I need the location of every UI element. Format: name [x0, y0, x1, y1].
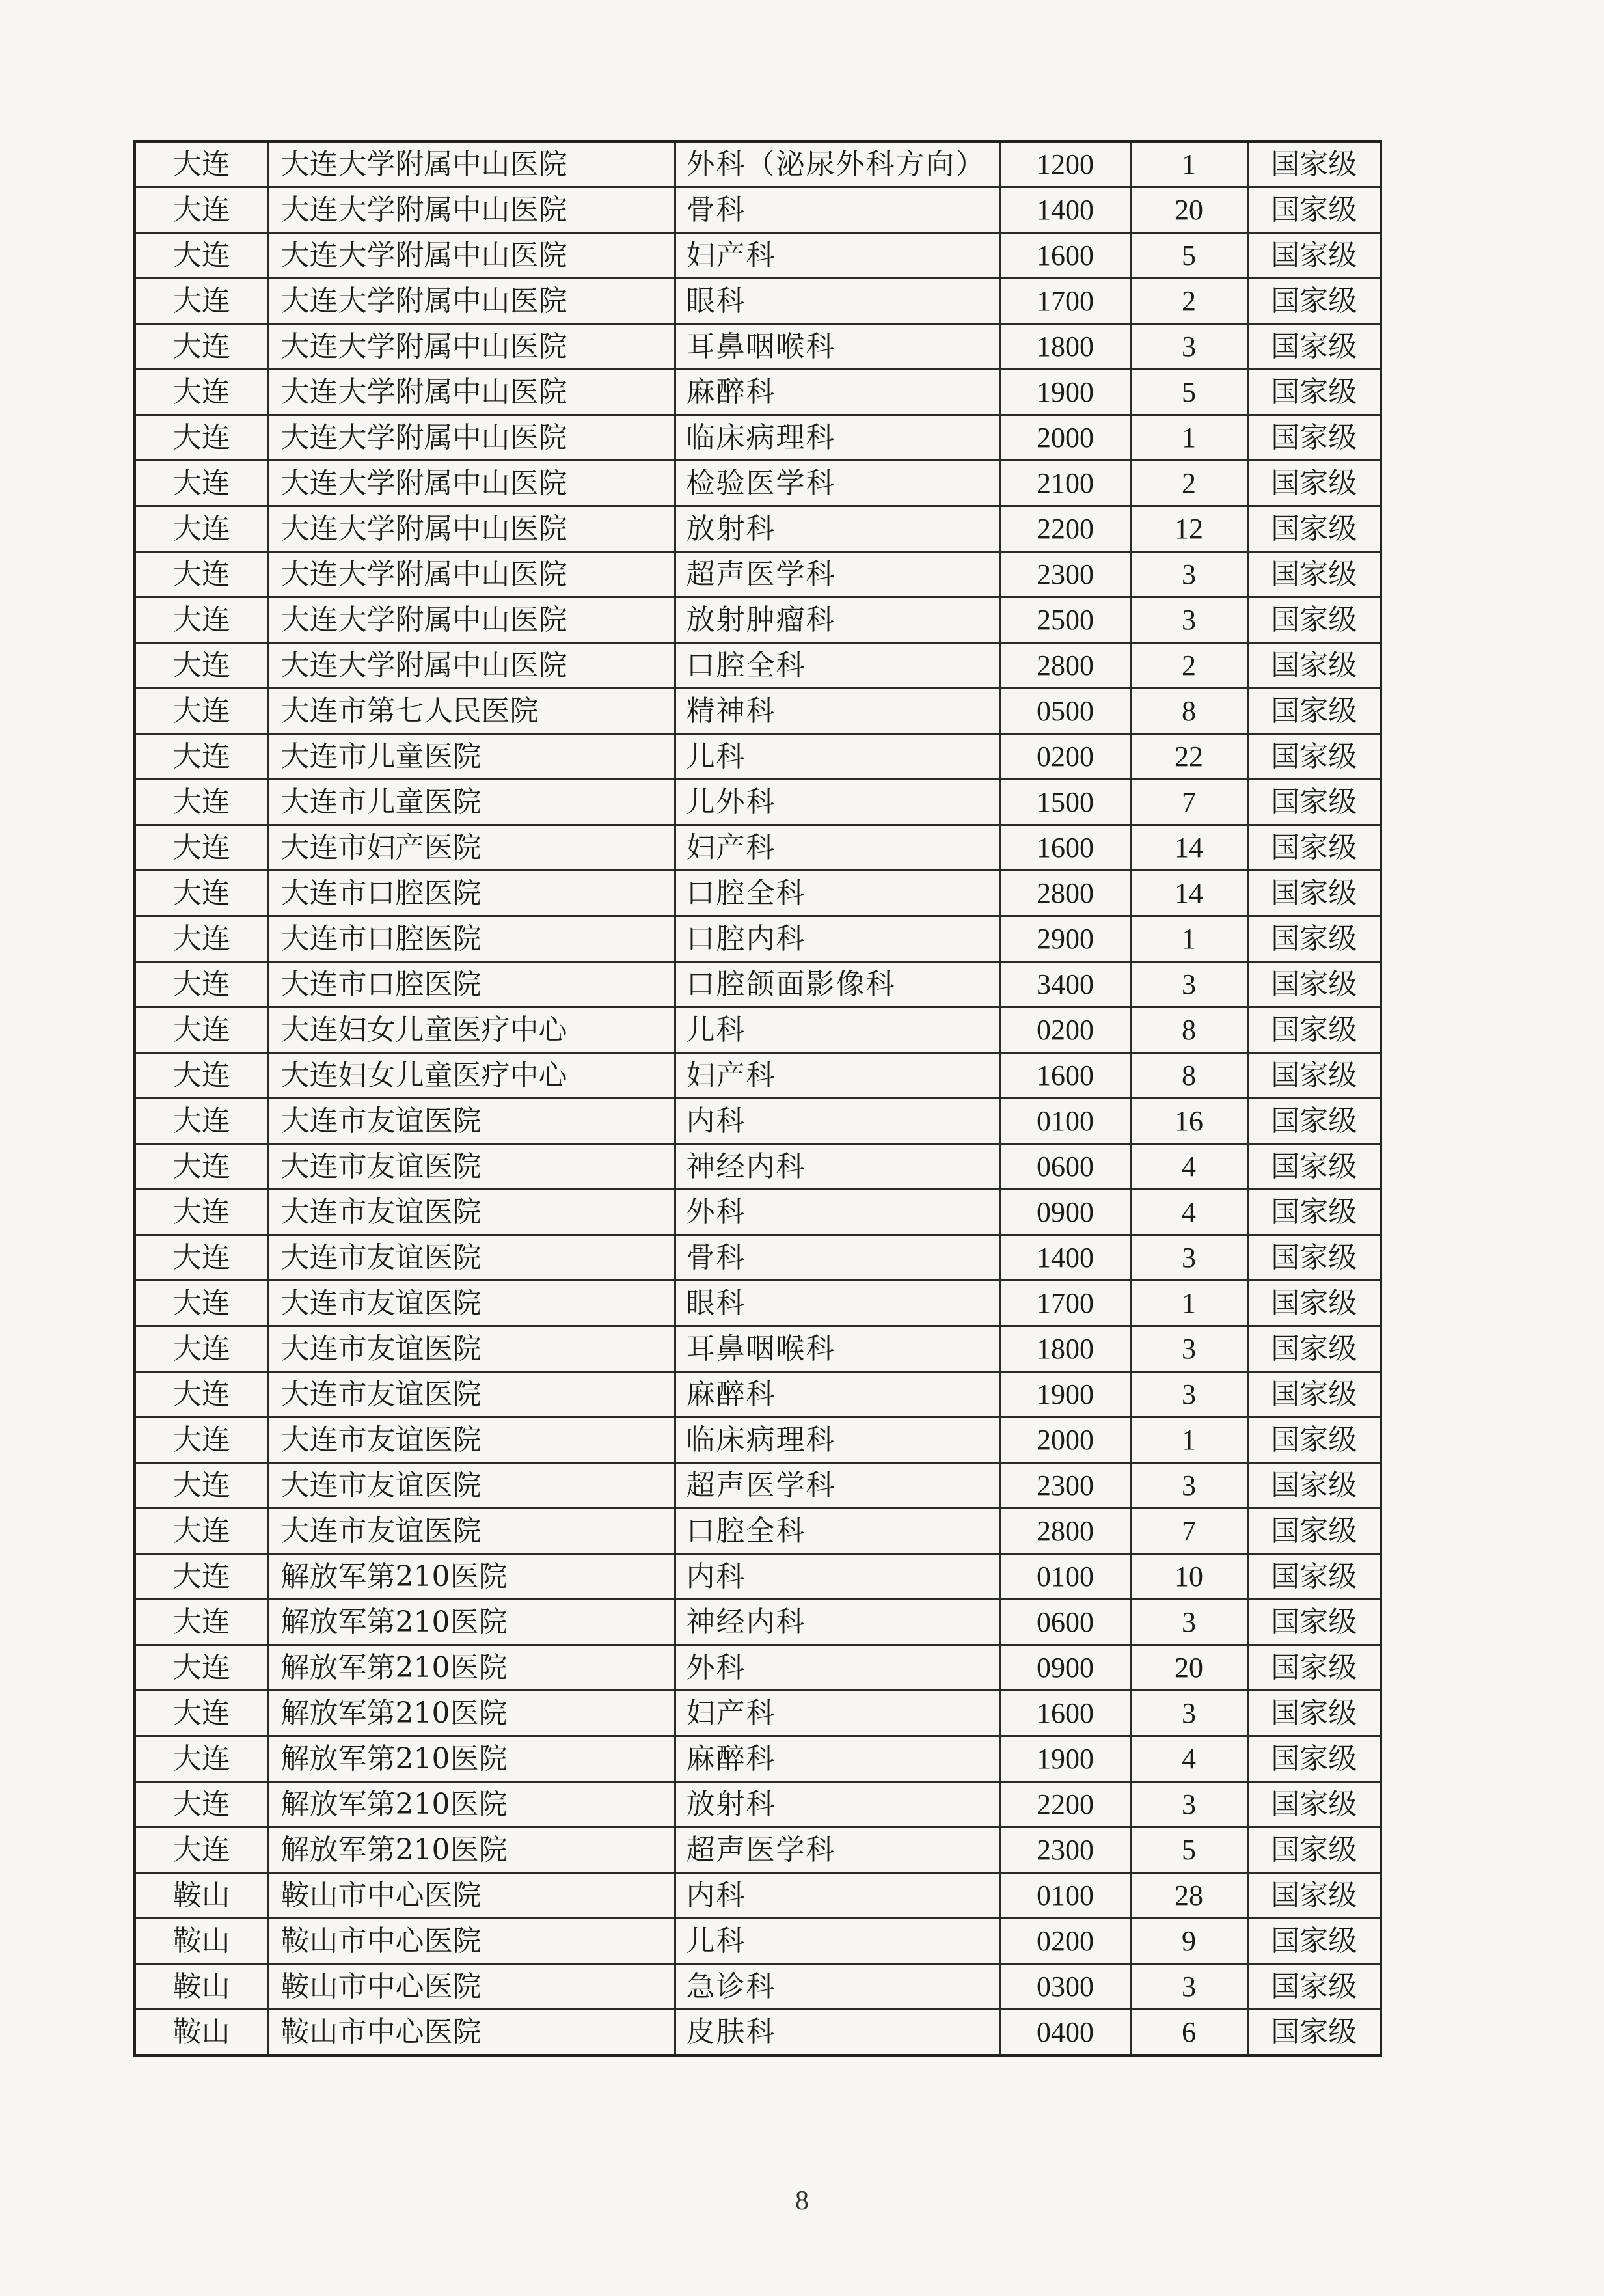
level-cell: 国家级: [1247, 552, 1381, 597]
department-cell: 口腔全科: [675, 643, 1000, 689]
hospital-cell: 鞍山市中心医院: [268, 1873, 675, 1919]
department-cell: 神经内科: [675, 1600, 1000, 1645]
quota-cell: 1: [1130, 1417, 1247, 1463]
table-row: [135, 916, 1381, 962]
level-cell: 国家级: [1247, 1919, 1381, 1964]
table-row: [135, 141, 1381, 187]
quota-cell: 2: [1130, 461, 1247, 506]
table-row: [135, 871, 1381, 916]
city-cell: 大连: [135, 1281, 268, 1326]
city-cell: 大连: [135, 1099, 268, 1144]
code-cell: 2200: [1000, 506, 1130, 552]
table-row: [135, 1372, 1381, 1417]
level-cell: 国家级: [1247, 506, 1381, 552]
department-cell: 麻醉科: [675, 370, 1000, 415]
level-cell: 国家级: [1247, 233, 1381, 279]
level-cell: 国家级: [1247, 141, 1381, 187]
quota-cell: 12: [1130, 506, 1247, 552]
level-cell: 国家级: [1247, 643, 1381, 689]
level-cell: 国家级: [1247, 1782, 1381, 1827]
code-cell: 2000: [1000, 415, 1130, 461]
department-cell: 儿科: [675, 734, 1000, 780]
hospital-cell: 大连市第七人民医院: [268, 689, 675, 734]
quota-cell: 16: [1130, 1099, 1247, 1144]
hospital-cell: 大连大学附属中山医院: [268, 643, 675, 689]
table-row: [135, 1782, 1381, 1827]
table-row: [135, 1144, 1381, 1190]
quota-cell: 3: [1130, 1600, 1247, 1645]
code-cell: 1600: [1000, 1691, 1130, 1736]
quota-cell: 5: [1130, 370, 1247, 415]
hospital-cell: 大连市友谊医院: [268, 1463, 675, 1509]
code-cell: 1200: [1000, 141, 1130, 187]
level-cell: 国家级: [1247, 279, 1381, 324]
level-cell: 国家级: [1247, 780, 1381, 825]
table-body: [135, 141, 1381, 2055]
department-cell: 放射肿瘤科: [675, 597, 1000, 643]
level-cell: 国家级: [1247, 1099, 1381, 1144]
code-cell: 2800: [1000, 1509, 1130, 1554]
level-cell: 国家级: [1247, 1007, 1381, 1053]
hospital-cell: 解放军第210医院: [268, 1782, 675, 1827]
quota-cell: 2: [1130, 279, 1247, 324]
level-cell: 国家级: [1247, 1873, 1381, 1919]
table-row: [135, 643, 1381, 689]
level-cell: 国家级: [1247, 916, 1381, 962]
hospital-cell: 大连大学附属中山医院: [268, 415, 675, 461]
quota-cell: 8: [1130, 1007, 1247, 1053]
code-cell: 0300: [1000, 1964, 1130, 2010]
table-row: [135, 1827, 1381, 1873]
department-cell: 麻醉科: [675, 1372, 1000, 1417]
table-row: [135, 1964, 1381, 2010]
department-cell: 骨科: [675, 1235, 1000, 1281]
table-row: [135, 1235, 1381, 1281]
department-cell: 口腔全科: [675, 1509, 1000, 1554]
code-cell: 2500: [1000, 597, 1130, 643]
table-row: [135, 597, 1381, 643]
hospital-cell: 大连市友谊医院: [268, 1235, 675, 1281]
table-row: [135, 1326, 1381, 1372]
department-cell: 儿外科: [675, 780, 1000, 825]
level-cell: 国家级: [1247, 1509, 1381, 1554]
city-cell: 大连: [135, 780, 268, 825]
hospital-cell: 大连市友谊医院: [268, 1417, 675, 1463]
department-cell: 妇产科: [675, 233, 1000, 279]
quota-cell: 3: [1130, 962, 1247, 1007]
quota-cell: 14: [1130, 825, 1247, 871]
level-cell: 国家级: [1247, 461, 1381, 506]
table-row: [135, 324, 1381, 370]
level-cell: 国家级: [1247, 734, 1381, 780]
code-cell: 0100: [1000, 1099, 1130, 1144]
code-cell: 2000: [1000, 1417, 1130, 1463]
city-cell: 大连: [135, 1007, 268, 1053]
code-cell: 0100: [1000, 1873, 1130, 1919]
code-cell: 1900: [1000, 370, 1130, 415]
code-cell: 1700: [1000, 279, 1130, 324]
level-cell: 国家级: [1247, 1372, 1381, 1417]
hospital-cell: 大连大学附属中山医院: [268, 461, 675, 506]
quota-cell: 3: [1130, 324, 1247, 370]
city-cell: 大连: [135, 1235, 268, 1281]
department-cell: 耳鼻咽喉科: [675, 1326, 1000, 1372]
city-cell: 大连: [135, 461, 268, 506]
level-cell: 国家级: [1247, 1600, 1381, 1645]
hospital-cell: 大连妇女儿童医疗中心: [268, 1053, 675, 1099]
city-cell: 鞍山: [135, 2010, 268, 2056]
hospital-cell: 解放军第210医院: [268, 1736, 675, 1782]
department-cell: 内科: [675, 1873, 1000, 1919]
department-cell: 妇产科: [675, 825, 1000, 871]
city-cell: 大连: [135, 415, 268, 461]
table-row: [135, 233, 1381, 279]
quota-cell: 22: [1130, 734, 1247, 780]
table-row: [135, 1645, 1381, 1691]
city-cell: 大连: [135, 1144, 268, 1190]
department-cell: 儿科: [675, 1007, 1000, 1053]
table-row: [135, 279, 1381, 324]
hospital-cell: 大连市儿童医院: [268, 780, 675, 825]
department-cell: 麻醉科: [675, 1736, 1000, 1782]
code-cell: 0100: [1000, 1554, 1130, 1600]
department-cell: 口腔颌面影像科: [675, 962, 1000, 1007]
city-cell: 大连: [135, 1645, 268, 1691]
level-cell: 国家级: [1247, 597, 1381, 643]
code-cell: 2900: [1000, 916, 1130, 962]
quota-cell: 5: [1130, 1827, 1247, 1873]
table-row: [135, 1554, 1381, 1600]
quota-cell: 14: [1130, 871, 1247, 916]
table-row: [135, 1417, 1381, 1463]
city-cell: 大连: [135, 1190, 268, 1235]
code-cell: 0600: [1000, 1144, 1130, 1190]
level-cell: 国家级: [1247, 962, 1381, 1007]
hospital-cell: 大连市友谊医院: [268, 1144, 675, 1190]
code-cell: 1600: [1000, 1053, 1130, 1099]
code-cell: 0600: [1000, 1600, 1130, 1645]
city-cell: 大连: [135, 825, 268, 871]
department-cell: 眼科: [675, 1281, 1000, 1326]
code-cell: 0900: [1000, 1190, 1130, 1235]
department-cell: 外科（泌尿外科方向）: [675, 141, 1000, 187]
city-cell: 大连: [135, 689, 268, 734]
quota-cell: 20: [1130, 1645, 1247, 1691]
city-cell: 大连: [135, 643, 268, 689]
table-row: [135, 1281, 1381, 1326]
city-cell: 大连: [135, 962, 268, 1007]
level-cell: 国家级: [1247, 1645, 1381, 1691]
table-row: [135, 734, 1381, 780]
hospital-cell: 大连大学附属中山医院: [268, 324, 675, 370]
level-cell: 国家级: [1247, 689, 1381, 734]
code-cell: 0200: [1000, 1007, 1130, 1053]
city-cell: 大连: [135, 1372, 268, 1417]
quota-cell: 3: [1130, 1691, 1247, 1736]
city-cell: 鞍山: [135, 1873, 268, 1919]
hospital-cell: 大连市儿童医院: [268, 734, 675, 780]
hospital-cell: 鞍山市中心医院: [268, 1964, 675, 2010]
level-cell: 国家级: [1247, 1691, 1381, 1736]
table-row: [135, 825, 1381, 871]
table-row: [135, 1099, 1381, 1144]
table-row: [135, 689, 1381, 734]
table-row: [135, 1463, 1381, 1509]
city-cell: 大连: [135, 1509, 268, 1554]
hospital-cell: 大连市口腔医院: [268, 962, 675, 1007]
hospital-cell: 解放军第210医院: [268, 1691, 675, 1736]
level-cell: 国家级: [1247, 1235, 1381, 1281]
department-cell: 妇产科: [675, 1053, 1000, 1099]
quota-cell: 4: [1130, 1736, 1247, 1782]
level-cell: 国家级: [1247, 370, 1381, 415]
code-cell: 2100: [1000, 461, 1130, 506]
table-row: [135, 780, 1381, 825]
city-cell: 鞍山: [135, 1964, 268, 2010]
table-row: [135, 370, 1381, 415]
department-cell: 超声医学科: [675, 1463, 1000, 1509]
city-cell: 大连: [135, 1326, 268, 1372]
department-cell: 口腔内科: [675, 916, 1000, 962]
department-cell: 临床病理科: [675, 1417, 1000, 1463]
quota-cell: 8: [1130, 689, 1247, 734]
code-cell: 0500: [1000, 689, 1130, 734]
quota-cell: 4: [1130, 1144, 1247, 1190]
quota-cell: 1: [1130, 916, 1247, 962]
hospital-cell: 解放军第210医院: [268, 1554, 675, 1600]
department-cell: 内科: [675, 1554, 1000, 1600]
code-cell: 1500: [1000, 780, 1130, 825]
department-cell: 放射科: [675, 506, 1000, 552]
hospital-cell: 大连大学附属中山医院: [268, 552, 675, 597]
hospital-cell: 鞍山市中心医院: [268, 2010, 675, 2056]
level-cell: 国家级: [1247, 415, 1381, 461]
hospital-cell: 大连市友谊医院: [268, 1372, 675, 1417]
department-cell: 口腔全科: [675, 871, 1000, 916]
hospital-cell: 大连市友谊医院: [268, 1509, 675, 1554]
department-cell: 神经内科: [675, 1144, 1000, 1190]
table-row: [135, 962, 1381, 1007]
code-cell: 1900: [1000, 1736, 1130, 1782]
hospital-cell: 大连市友谊医院: [268, 1190, 675, 1235]
city-cell: 大连: [135, 1691, 268, 1736]
quota-cell: 9: [1130, 1919, 1247, 1964]
city-cell: 大连: [135, 324, 268, 370]
city-cell: 大连: [135, 141, 268, 187]
quota-cell: 1: [1130, 415, 1247, 461]
hospital-cell: 大连大学附属中山医院: [268, 141, 675, 187]
department-cell: 外科: [675, 1190, 1000, 1235]
level-cell: 国家级: [1247, 1326, 1381, 1372]
department-cell: 骨科: [675, 187, 1000, 233]
hospital-cell: 大连市友谊医院: [268, 1281, 675, 1326]
table-row: [135, 1736, 1381, 1782]
department-cell: 精神科: [675, 689, 1000, 734]
code-cell: 0400: [1000, 2010, 1130, 2056]
level-cell: 国家级: [1247, 324, 1381, 370]
level-cell: 国家级: [1247, 1964, 1381, 2010]
hospital-cell: 大连妇女儿童医疗中心: [268, 1007, 675, 1053]
hospital-cell: 大连市口腔医院: [268, 916, 675, 962]
department-cell: 儿科: [675, 1919, 1000, 1964]
level-cell: 国家级: [1247, 1554, 1381, 1600]
quota-cell: 3: [1130, 1372, 1247, 1417]
hospital-cell: 大连市口腔医院: [268, 871, 675, 916]
table-row: [135, 1053, 1381, 1099]
code-cell: 2300: [1000, 1463, 1130, 1509]
level-cell: 国家级: [1247, 1144, 1381, 1190]
table-row: [135, 1190, 1381, 1235]
department-cell: 眼科: [675, 279, 1000, 324]
city-cell: 大连: [135, 370, 268, 415]
level-cell: 国家级: [1247, 1463, 1381, 1509]
code-cell: 1400: [1000, 1235, 1130, 1281]
level-cell: 国家级: [1247, 2010, 1381, 2056]
quota-cell: 1: [1130, 141, 1247, 187]
table-row: [135, 1007, 1381, 1053]
city-cell: 大连: [135, 1463, 268, 1509]
quota-cell: 3: [1130, 1326, 1247, 1372]
hospital-cell: 解放军第210医院: [268, 1645, 675, 1691]
quota-cell: 3: [1130, 1782, 1247, 1827]
quota-cell: 1: [1130, 1281, 1247, 1326]
hospital-cell: 解放军第210医院: [268, 1600, 675, 1645]
city-cell: 大连: [135, 552, 268, 597]
code-cell: 2800: [1000, 643, 1130, 689]
table-row: [135, 415, 1381, 461]
quota-cell: 4: [1130, 1190, 1247, 1235]
department-cell: 耳鼻咽喉科: [675, 324, 1000, 370]
quota-cell: 5: [1130, 233, 1247, 279]
city-cell: 鞍山: [135, 1919, 268, 1964]
code-cell: 1600: [1000, 825, 1130, 871]
hospital-cell: 大连大学附属中山医院: [268, 370, 675, 415]
level-cell: 国家级: [1247, 1281, 1381, 1326]
quota-cell: 28: [1130, 1873, 1247, 1919]
department-cell: 检验医学科: [675, 461, 1000, 506]
hospital-cell: 大连市友谊医院: [268, 1099, 675, 1144]
quota-cell: 2: [1130, 643, 1247, 689]
code-cell: 1400: [1000, 187, 1130, 233]
city-cell: 大连: [135, 1554, 268, 1600]
level-cell: 国家级: [1247, 1190, 1381, 1235]
table-row: [135, 1873, 1381, 1919]
level-cell: 国家级: [1247, 187, 1381, 233]
code-cell: 2300: [1000, 1827, 1130, 1873]
code-cell: 1900: [1000, 1372, 1130, 1417]
city-cell: 大连: [135, 1736, 268, 1782]
city-cell: 大连: [135, 1782, 268, 1827]
department-cell: 皮肤科: [675, 2010, 1000, 2056]
city-cell: 大连: [135, 916, 268, 962]
city-cell: 大连: [135, 1827, 268, 1873]
table-row: [135, 1600, 1381, 1645]
hospital-cell: 大连大学附属中山医院: [268, 187, 675, 233]
table-row: [135, 1919, 1381, 1964]
department-cell: 超声医学科: [675, 552, 1000, 597]
code-cell: 0200: [1000, 734, 1130, 780]
quota-cell: 7: [1130, 1509, 1247, 1554]
city-cell: 大连: [135, 187, 268, 233]
code-cell: 0900: [1000, 1645, 1130, 1691]
code-cell: 3400: [1000, 962, 1130, 1007]
department-cell: 妇产科: [675, 1691, 1000, 1736]
quota-cell: 6: [1130, 2010, 1247, 2056]
code-cell: 2200: [1000, 1782, 1130, 1827]
city-cell: 大连: [135, 279, 268, 324]
table-row: [135, 2010, 1381, 2056]
level-cell: 国家级: [1247, 1736, 1381, 1782]
page-number: 8: [795, 2186, 809, 2216]
hospital-cell: 鞍山市中心医院: [268, 1919, 675, 1964]
table-row: [135, 552, 1381, 597]
level-cell: 国家级: [1247, 1827, 1381, 1873]
quota-cell: 3: [1130, 1463, 1247, 1509]
city-cell: 大连: [135, 734, 268, 780]
city-cell: 大连: [135, 871, 268, 916]
department-cell: 超声医学科: [675, 1827, 1000, 1873]
level-cell: 国家级: [1247, 1417, 1381, 1463]
code-cell: 1800: [1000, 1326, 1130, 1372]
hospital-table: [133, 140, 1382, 2057]
hospital-cell: 大连市友谊医院: [268, 1326, 675, 1372]
quota-cell: 3: [1130, 1235, 1247, 1281]
level-cell: 国家级: [1247, 871, 1381, 916]
quota-cell: 8: [1130, 1053, 1247, 1099]
level-cell: 国家级: [1247, 1053, 1381, 1099]
hospital-cell: 大连大学附属中山医院: [268, 506, 675, 552]
code-cell: 2300: [1000, 552, 1130, 597]
city-cell: 大连: [135, 233, 268, 279]
quota-cell: 3: [1130, 552, 1247, 597]
level-cell: 国家级: [1247, 825, 1381, 871]
code-cell: 2800: [1000, 871, 1130, 916]
city-cell: 大连: [135, 597, 268, 643]
quota-cell: 3: [1130, 1964, 1247, 2010]
quota-cell: 20: [1130, 187, 1247, 233]
table-row: [135, 187, 1381, 233]
code-cell: 1600: [1000, 233, 1130, 279]
department-cell: 急诊科: [675, 1964, 1000, 2010]
table-row: [135, 1691, 1381, 1736]
code-cell: 1800: [1000, 324, 1130, 370]
department-cell: 临床病理科: [675, 415, 1000, 461]
department-cell: 内科: [675, 1099, 1000, 1144]
table-row: [135, 1509, 1381, 1554]
hospital-cell: 解放军第210医院: [268, 1827, 675, 1873]
quota-cell: 3: [1130, 597, 1247, 643]
quota-cell: 10: [1130, 1554, 1247, 1600]
table-row: [135, 461, 1381, 506]
city-cell: 大连: [135, 1600, 268, 1645]
code-cell: 1700: [1000, 1281, 1130, 1326]
city-cell: 大连: [135, 1053, 268, 1099]
table-row: [135, 506, 1381, 552]
hospital-cell: 大连市妇产医院: [268, 825, 675, 871]
hospital-cell: 大连大学附属中山医院: [268, 279, 675, 324]
hospital-cell: 大连大学附属中山医院: [268, 233, 675, 279]
department-cell: 放射科: [675, 1782, 1000, 1827]
hospital-cell: 大连大学附属中山医院: [268, 597, 675, 643]
code-cell: 0200: [1000, 1919, 1130, 1964]
quota-cell: 7: [1130, 780, 1247, 825]
department-cell: 外科: [675, 1645, 1000, 1691]
city-cell: 大连: [135, 1417, 268, 1463]
city-cell: 大连: [135, 506, 268, 552]
